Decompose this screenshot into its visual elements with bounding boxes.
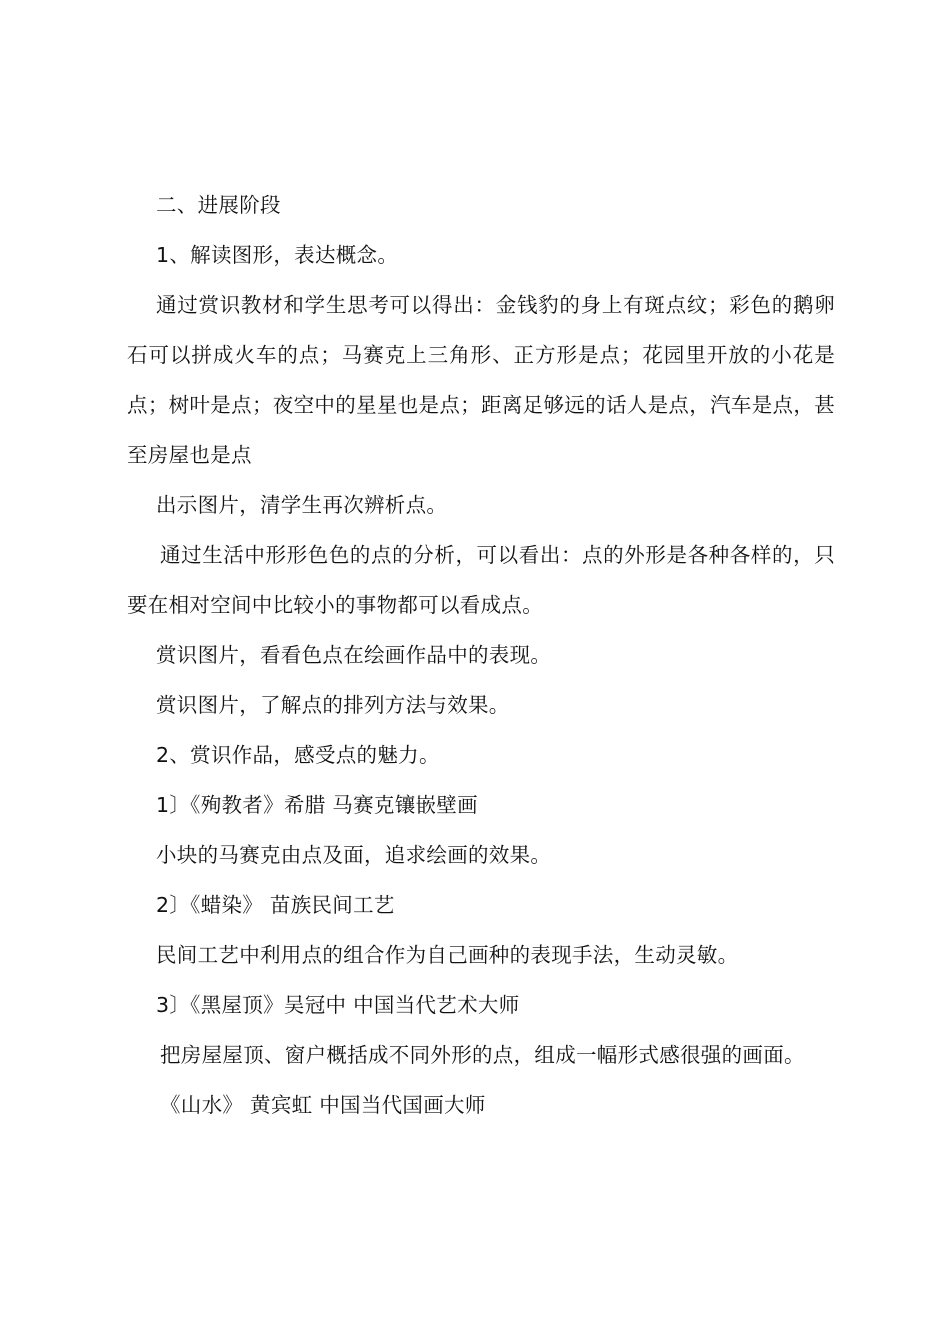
section-heading: 二、进展阶段 (156, 193, 281, 217)
artwork-title: 3〕《黑屋顶》吴冠中 中国当代艺术大师 (156, 993, 520, 1017)
body-paragraph: 赏识图片，看看色点在绘画作品中的表现。 (156, 643, 552, 667)
body-paragraph: 出示图片，清学生再次辨析点。 (156, 493, 448, 517)
subsection-heading: 1、解读图形，表达概念。 (156, 243, 399, 267)
document-body (127, 180, 835, 1130)
body-paragraph: 通过赏识教材和学生思考可以得出：金钱豹的身上有斑点纹；彩色的鹅卵石可以拼成火车的点；马赛克上三角形、正方形是点；花园里开放的小花是点；树叶是点；夜空中的星星也是点；距离足够远的话人是点，汽车是点，甚至房屋也是点 (127, 293, 835, 467)
body-paragraph: 小块的马赛克由点及面，追求绘画的效果。 (156, 843, 552, 867)
body-paragraph: 民间工艺中利用点的组合作为自己画种的表现手法，生动灵敏。 (156, 943, 739, 967)
body-paragraph: 赏识图片，了解点的排列方法与效果。 (156, 693, 510, 717)
artwork-title: 《山水》 黄宾虹 中国当代国画大师 (160, 1093, 486, 1117)
subsection-heading: 2、赏识作品，感受点的魅力。 (156, 743, 440, 767)
artwork-title: 2〕《蜡染》 苗族民间工艺 (156, 893, 395, 917)
body-paragraph: 把房屋屋顶、窗户概括成不同外形的点，组成一幅形式感很强的画面。 (160, 1043, 805, 1067)
body-paragraph: 通过生活中形形色色的点的分析，可以看出：点的外形是各种各样的，只要在相对空间中比较小的事物都可以看成点。 (127, 543, 835, 617)
artwork-title: 1〕《殉教者》希腊 马赛克镶嵌壁画 (156, 793, 478, 817)
